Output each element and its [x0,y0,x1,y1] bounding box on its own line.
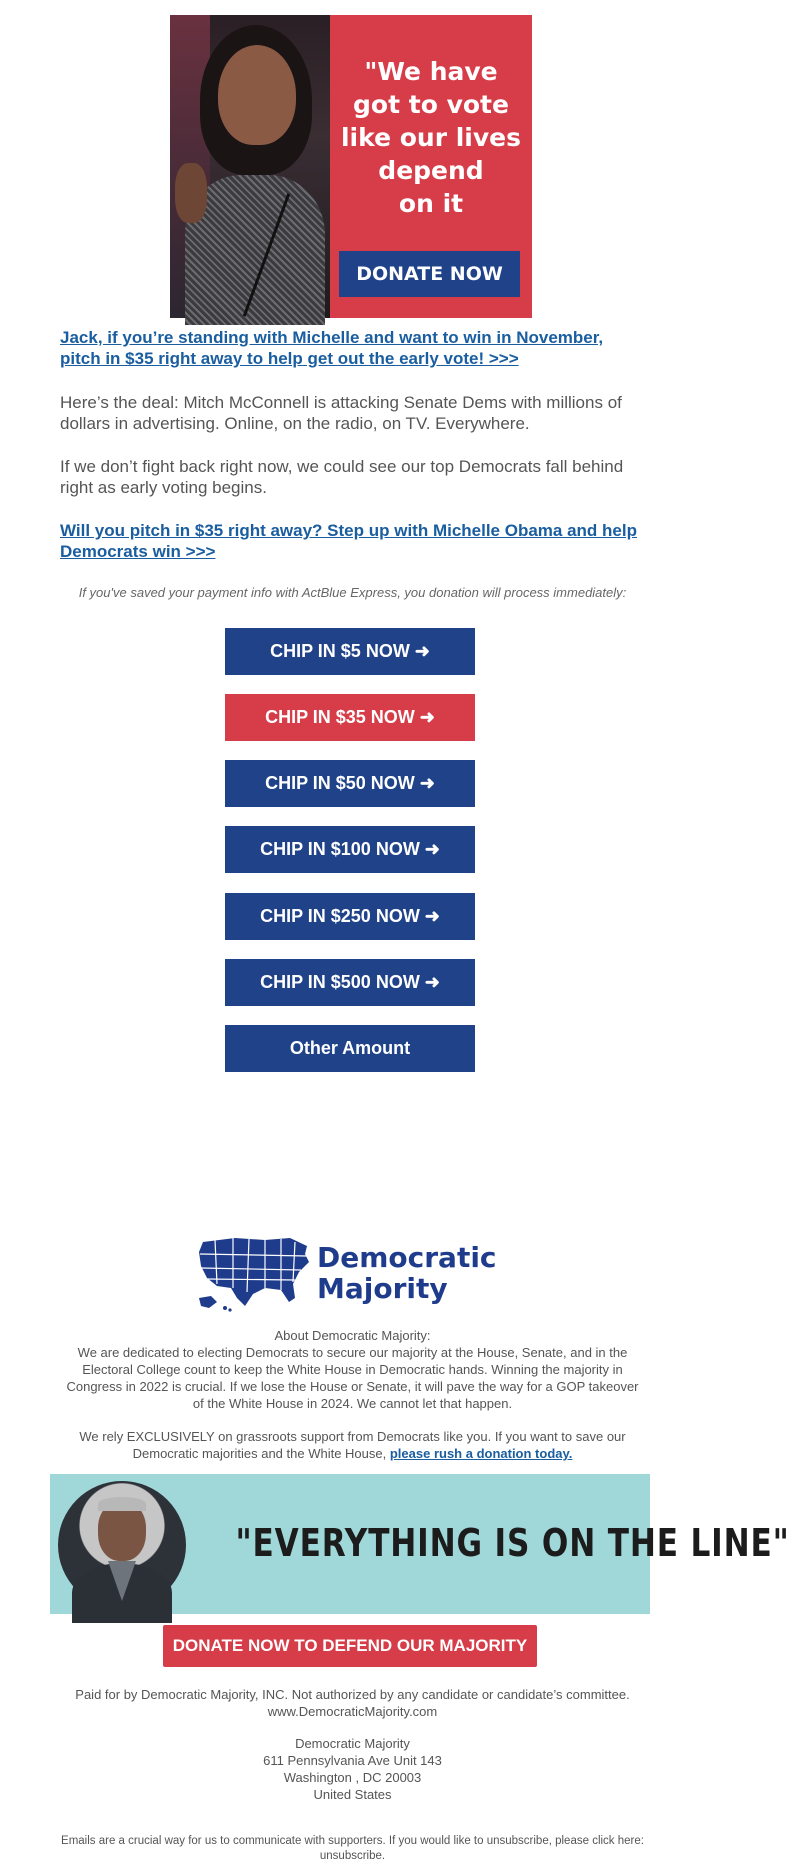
address-country: United States [313,1787,392,1802]
paragraph-deal: Here’s the deal: Mitch McConnell is attacking Senate Dems with millions of dollars in advertising. Online, on the radio, on TV. Everywhere. [60,393,622,433]
unsubscribe-link[interactable]: unsubscribe. [319,1850,386,1862]
rely-text: We rely EXCLUSIVELY on grassroots support from Democrats like you. If you want to save our Democratic majorities and the White House, [79,1429,626,1461]
paragraph-fight-back: If we don’t fight back right now, we could see our top Democrats fall behind right as early voting begins. [60,457,624,497]
about-heading: About Democratic Majority: [274,1328,431,1343]
michelle-obama-photo [170,15,330,318]
address-city: Washington , DC 20003 [283,1770,422,1785]
democratic-majority-logo [195,1232,505,1314]
hero-quote: "We have got to vote like our lives depend on it [340,57,522,218]
intro-link[interactable]: Jack, if you’re standing with Michelle and want to win in November, pitch in $35 right away to help get out the early vote! >>> [60,328,604,368]
paid-for-disclaimer: Paid for by Democratic Majority, INC. Not authorized by any candidate or candidate’s committee. www.DemocraticMajority.com [75,1687,630,1719]
unsubscribe-notice [60,1834,645,1864]
actblue-express-note: If you've saved your payment info with ActBlue Express, you donation will process immediately: [78,585,627,600]
unsubscribe-text: Emails are a crucial way for us to communicate with supporters. If you would like to unsubscribe, please click here: [61,1835,644,1847]
mailing-address [60,1735,645,1803]
chip-in-250-button[interactable]: CHIP IN $250 NOW ➜ [225,893,475,940]
obama-banner[interactable] [50,1474,790,1614]
defend-majority-button[interactable]: DONATE NOW TO DEFEND OUR MAJORITY [163,1625,537,1667]
rush-donation-link[interactable]: please rush a donation today. [389,1446,573,1461]
hero-donate-button[interactable]: DONATE NOW [339,251,520,297]
hero-banner[interactable] [170,15,532,318]
cta-link[interactable]: Will you pitch in $35 right away? Step up with Michelle Obama and help Democrats win >>> [60,521,637,561]
chip-in-50-button[interactable]: CHIP IN $50 NOW ➜ [225,760,475,807]
chip-in-500-button[interactable]: CHIP IN $500 NOW ➜ [225,959,475,1006]
about-section [60,1327,645,1412]
chip-in-100-button[interactable]: CHIP IN $100 NOW ➜ [225,826,475,873]
logo-wordmark: Democratic Majority [317,1241,497,1305]
barack-obama-photo [58,1481,186,1609]
rely-section [60,1428,645,1462]
chip-in-35-button[interactable]: CHIP IN $35 NOW ➜ [225,694,475,741]
about-text: We are dedicated to electing Democrats to secure our majority at the House, Senate, and in the Electoral College count to keep the White House in Democratic hands. Winning the majority in Congress in 2022 is crucial. If we lose the House or Senate, it will pave the way for a GOP takeover of the White House in 2024. We cannot let that happen. [66,1345,639,1411]
us-map-icon [195,1232,313,1314]
address-name: Democratic Majority [295,1736,410,1751]
chip-in-5-button[interactable]: CHIP IN $5 NOW ➜ [225,628,475,675]
other-amount-button[interactable]: Other Amount [225,1025,475,1072]
obama-quote: "EVERYTHING IS ON THE LINE" [235,1521,790,1565]
address-street: 611 Pennsylvania Ave Unit 143 [263,1753,442,1768]
